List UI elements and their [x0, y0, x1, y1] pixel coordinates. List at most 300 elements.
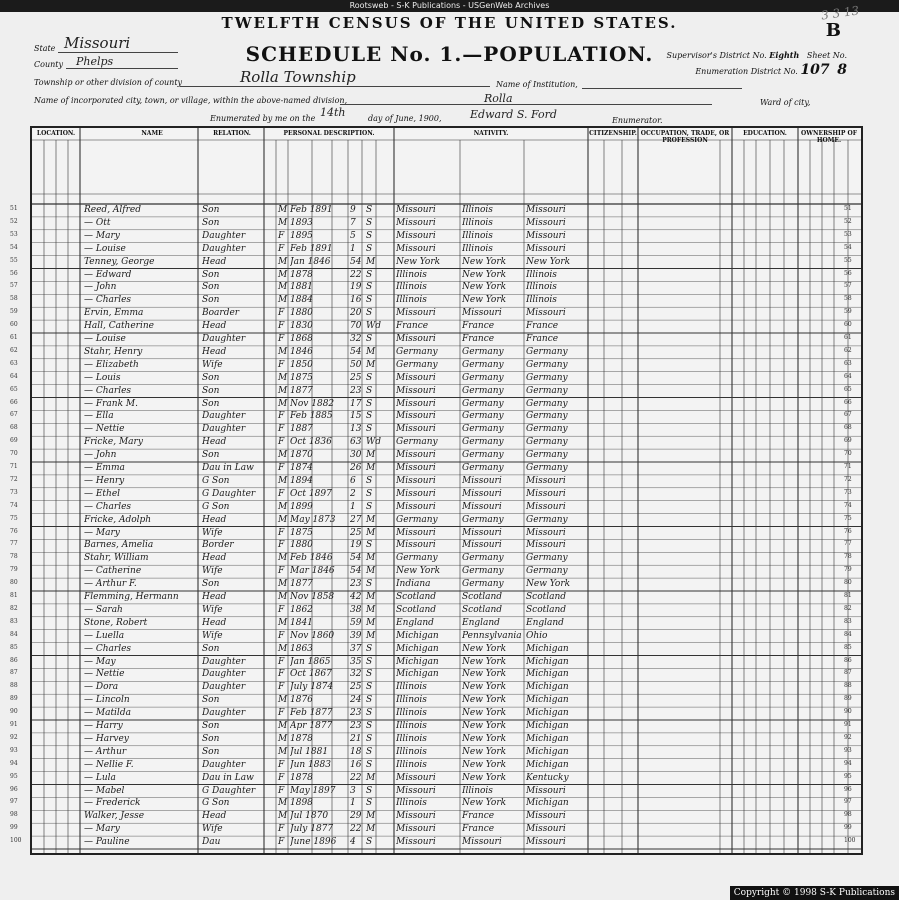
row-72-mpob: Missouri — [526, 475, 566, 486]
row-51-pob: Missouri — [396, 205, 436, 215]
row-63-rel: Wife — [202, 359, 223, 370]
row-91-name: — Harry — [84, 721, 123, 731]
row-70-pob: Missouri — [396, 450, 436, 461]
row-60-n: 60 — [10, 321, 18, 329]
row-60-name: Hall, Catherine — [84, 321, 154, 332]
row-62-name: Stahr, Henry — [84, 346, 143, 357]
row-75-pob: Germany — [396, 514, 438, 525]
row-73-cond: S — [366, 488, 373, 499]
row-58-n: 58 — [844, 295, 852, 303]
row-89-mpob: Michigan — [526, 695, 569, 706]
census-title: TWELFTH CENSUS OF THE UNITED STATES. — [221, 14, 678, 32]
row-92-age: 21 — [350, 733, 362, 744]
row-59-n: 59 — [10, 308, 18, 316]
row-61-birth: 1868 — [290, 334, 313, 344]
row-54-n: 54 — [10, 243, 18, 251]
incorporated-value: Rolla — [484, 92, 513, 105]
row-86-rel: Daughter — [202, 656, 246, 667]
row-61-age: 32 — [350, 334, 362, 344]
row-55-fpob: New York — [462, 256, 507, 267]
row-89-pob: Illinois — [396, 695, 427, 706]
row-74-n: 74 — [10, 501, 18, 509]
row-55-age: 54 — [350, 256, 362, 267]
row-99-cond: M — [366, 824, 376, 835]
row-59-fpob: Missouri — [462, 308, 502, 319]
row-70-mpob: Germany — [526, 450, 568, 461]
row-68-birth: 1887 — [290, 424, 313, 435]
row-53-name: — Mary — [84, 230, 120, 241]
row-56-n: 56 — [10, 269, 18, 277]
section-name: NAME — [141, 130, 163, 137]
row-72-rel: G Son — [202, 475, 230, 486]
county-value: Phelps — [76, 55, 114, 68]
row-83-rel: Head — [202, 617, 227, 628]
row-65-sex: M — [278, 385, 288, 396]
row-85-birth: 1863 — [290, 643, 313, 654]
row-98-fpob: France — [462, 811, 495, 822]
row-70-name: — John — [84, 450, 117, 461]
row-84-n: 84 — [844, 630, 852, 638]
row-94-fpob: New York — [462, 759, 507, 770]
row-57-n: 57 — [844, 282, 852, 290]
row-99-n: 99 — [10, 824, 18, 832]
row-87-sex: F — [278, 669, 285, 680]
enumeration-value: 107 — [800, 62, 830, 78]
row-79-birth: Mar 1846 — [290, 566, 335, 577]
row-75-mpob: Germany — [526, 514, 568, 525]
row-98-sex: M — [278, 811, 288, 822]
row-59-name: Ervin, Emma — [84, 308, 144, 319]
row-57-name: — John — [84, 282, 117, 293]
row-97-cond: S — [366, 798, 373, 809]
section-nativity: NATIVITY. — [473, 130, 509, 137]
copyright-notice: Copyright © 1998 S-K Publications — [730, 886, 899, 900]
row-71-n: 71 — [844, 463, 852, 470]
row-87-cond: S — [366, 669, 373, 680]
row-74-cond: S — [366, 501, 373, 512]
row-78-birth: Feb 1846 — [290, 553, 333, 564]
row-75-birth: May 1873 — [290, 514, 336, 525]
row-98-birth: Jul 1870 — [290, 811, 329, 822]
row-74-pob: Missouri — [396, 501, 436, 512]
row-73-name: — Ethel — [84, 488, 121, 499]
row-100-fpob: Missouri — [462, 837, 502, 848]
row-73-fpob: Missouri — [462, 488, 502, 499]
row-60-age: 70 — [350, 321, 362, 332]
row-86-cond: S — [366, 656, 373, 667]
row-52-mpob: Missouri — [526, 217, 566, 228]
row-95-cond: M — [366, 772, 376, 783]
row-77-rel: Border — [202, 540, 234, 551]
row-56-sex: M — [278, 269, 288, 280]
row-85-mpob: Michigan — [526, 643, 569, 654]
row-96-fpob: Illinois — [462, 785, 493, 796]
row-62-cond: M — [366, 346, 376, 357]
row-85-n: 85 — [10, 643, 18, 651]
row-85-sex: M — [278, 643, 288, 654]
row-79-rel: Wife — [202, 566, 223, 577]
row-67-cond: S — [366, 411, 373, 422]
row-67-n: 67 — [10, 411, 18, 419]
row-100-rel: Dau — [202, 837, 221, 848]
row-83-name: Stone, Robert — [84, 617, 148, 628]
row-78-n: 78 — [10, 553, 18, 561]
row-74-birth: 1899 — [290, 501, 313, 512]
row-52-birth: 1893 — [290, 217, 313, 228]
row-88-rel: Daughter — [202, 682, 246, 693]
row-59-cond: S — [366, 308, 373, 319]
row-81-name: Flemming, Hermann — [84, 592, 179, 602]
row-61-sex: F — [278, 334, 285, 344]
row-82-cond: M — [366, 604, 376, 615]
row-86-n: 86 — [844, 656, 852, 664]
row-68-rel: Daughter — [202, 424, 246, 435]
row-98-rel: Head — [202, 811, 227, 822]
row-72-birth: 1894 — [290, 475, 313, 486]
row-90-n: 90 — [844, 708, 852, 716]
row-81-birth: Nov 1858 — [290, 592, 335, 602]
row-67-sex: F — [278, 411, 285, 422]
row-93-rel: Son — [202, 746, 220, 757]
row-94-n: 94 — [844, 759, 852, 767]
row-84-birth: Nov 1860 — [290, 630, 335, 641]
row-64-rel: Son — [202, 372, 220, 383]
row-86-name: — May — [84, 656, 116, 667]
row-55-n: 55 — [10, 256, 18, 264]
row-67-fpob: Germany — [462, 411, 504, 422]
row-51-age: 9 — [350, 205, 356, 215]
row-62-age: 54 — [350, 346, 362, 357]
row-84-rel: Wife — [202, 630, 223, 641]
row-72-pob: Missouri — [396, 475, 436, 486]
row-77-birth: 1880 — [290, 540, 313, 551]
row-78-name: Stahr, William — [84, 553, 149, 564]
row-73-age: 2 — [350, 488, 356, 499]
row-91-rel: Son — [202, 721, 220, 731]
row-65-cond: S — [366, 385, 373, 396]
row-55-birth: Jan 1846 — [290, 256, 331, 267]
row-93-mpob: Michigan — [526, 746, 569, 757]
row-93-name: — Arthur — [84, 746, 127, 757]
row-51-n: 51 — [844, 205, 852, 212]
row-81-cond: M — [366, 592, 376, 602]
row-61-mpob: France — [526, 334, 559, 344]
row-83-pob: England — [396, 617, 434, 628]
row-52-name: — Ott — [84, 217, 111, 228]
row-75-n: 75 — [844, 514, 852, 522]
corner-stamp: 3 3 13 — [820, 3, 860, 23]
row-96-age: 3 — [350, 785, 356, 796]
row-91-fpob: New York — [462, 721, 507, 731]
row-89-fpob: New York — [462, 695, 507, 706]
row-69-mpob: Germany — [526, 437, 568, 448]
row-73-sex: F — [278, 488, 285, 499]
row-91-age: 23 — [350, 721, 362, 731]
row-68-n: 68 — [10, 424, 18, 432]
row-76-pob: Missouri — [396, 527, 436, 538]
row-57-cond: S — [366, 282, 373, 293]
row-55-rel: Head — [202, 256, 227, 267]
row-61-n: 61 — [10, 334, 18, 341]
row-93-cond: S — [366, 746, 373, 757]
row-53-n: 53 — [844, 230, 852, 238]
row-92-rel: Son — [202, 733, 220, 744]
row-72-age: 6 — [350, 475, 356, 486]
row-92-birth: 1878 — [290, 733, 313, 744]
row-54-fpob: Illinois — [462, 243, 493, 254]
row-81-rel: Head — [202, 592, 227, 602]
row-76-mpob: Missouri — [526, 527, 566, 538]
row-65-rel: Son — [202, 385, 220, 396]
row-80-sex: M — [278, 579, 288, 590]
row-56-birth: 1878 — [290, 269, 313, 280]
row-64-name: — Louis — [84, 372, 121, 383]
row-96-mpob: Missouri — [526, 785, 566, 796]
row-58-pob: Illinois — [396, 295, 427, 306]
row-55-mpob: New York — [526, 256, 571, 267]
row-82-name: — Sarah — [84, 604, 123, 615]
row-70-rel: Son — [202, 450, 220, 461]
row-57-fpob: New York — [462, 282, 507, 293]
row-88-name: — Dora — [84, 682, 119, 693]
row-60-sex: F — [278, 321, 285, 332]
row-73-birth: Oct 1897 — [290, 488, 332, 499]
row-69-n: 69 — [844, 437, 852, 445]
row-63-n: 63 — [844, 359, 852, 367]
row-75-rel: Head — [202, 514, 227, 525]
row-95-n: 95 — [10, 772, 18, 780]
row-81-fpob: Scotland — [462, 592, 503, 602]
row-63-mpob: Germany — [526, 359, 568, 370]
row-54-rel: Daughter — [202, 243, 246, 254]
row-71-rel: Dau in Law — [202, 463, 254, 473]
row-88-mpob: Michigan — [526, 682, 569, 693]
row-80-n: 80 — [10, 579, 18, 587]
row-58-age: 16 — [350, 295, 362, 306]
row-95-birth: 1878 — [290, 772, 313, 783]
row-76-age: 25 — [350, 527, 362, 538]
row-55-n: 55 — [844, 256, 852, 264]
row-52-pob: Missouri — [396, 217, 436, 228]
row-78-mpob: Germany — [526, 553, 568, 564]
row-56-rel: Son — [202, 269, 220, 280]
row-85-pob: Michigan — [396, 643, 439, 654]
row-83-fpob: England — [462, 617, 500, 628]
row-64-fpob: Germany — [462, 372, 504, 383]
row-63-fpob: Germany — [462, 359, 504, 370]
row-53-cond: S — [366, 230, 373, 241]
row-86-birth: Jan 1865 — [290, 656, 331, 667]
row-60-n: 60 — [844, 321, 852, 329]
row-94-sex: F — [278, 759, 285, 770]
row-82-mpob: Scotland — [526, 604, 567, 615]
county-label: County — [34, 60, 63, 69]
row-79-sex: F — [278, 566, 285, 577]
sheet-label: Sheet No. — [806, 51, 847, 60]
row-88-n: 88 — [844, 682, 852, 690]
row-63-birth: 1850 — [290, 359, 313, 370]
row-78-age: 54 — [350, 553, 362, 564]
row-100-age: 4 — [350, 837, 356, 848]
row-62-fpob: Germany — [462, 346, 504, 357]
row-97-fpob: New York — [462, 798, 507, 809]
row-66-rel: Son — [202, 398, 220, 409]
row-82-n: 82 — [10, 604, 18, 612]
row-99-n: 99 — [844, 824, 852, 832]
row-60-pob: France — [396, 321, 429, 332]
row-56-fpob: New York — [462, 269, 507, 280]
row-85-name: — Charles — [84, 643, 132, 654]
row-68-mpob: Germany — [526, 424, 568, 435]
row-53-rel: Daughter — [202, 230, 246, 241]
row-98-mpob: Missouri — [526, 811, 566, 822]
row-93-n: 93 — [844, 746, 852, 754]
row-89-rel: Son — [202, 695, 220, 706]
row-97-birth: 1898 — [290, 798, 313, 809]
row-55-pob: New York — [396, 256, 441, 267]
row-81-sex: M — [278, 592, 288, 602]
section-citizenship: CITIZENSHIP. — [589, 130, 637, 137]
row-64-mpob: Germany — [526, 372, 568, 383]
row-100-birth: June 1896 — [290, 837, 337, 848]
row-54-name: — Louise — [84, 243, 126, 254]
row-94-cond: S — [366, 759, 373, 770]
row-80-n: 80 — [844, 579, 852, 587]
row-59-birth: 1880 — [290, 308, 313, 319]
row-79-pob: New York — [396, 566, 441, 577]
row-53-birth: 1895 — [290, 230, 313, 241]
row-96-pob: Missouri — [396, 785, 436, 796]
row-78-pob: Germany — [396, 553, 438, 564]
row-88-fpob: New York — [462, 682, 507, 693]
state-label: State — [34, 44, 56, 53]
row-76-name: — Mary — [84, 527, 120, 538]
row-63-age: 50 — [350, 359, 362, 370]
row-100-n: 100 — [844, 837, 856, 845]
enumerator-value: Edward S. Ford — [470, 108, 557, 121]
row-64-sex: M — [278, 372, 288, 383]
row-60-fpob: France — [462, 321, 495, 332]
row-52-n: 52 — [10, 217, 18, 225]
row-92-mpob: Michigan — [526, 733, 569, 744]
row-89-birth: 1876 — [290, 695, 313, 706]
row-91-mpob: Michigan — [526, 721, 569, 731]
row-83-mpob: England — [526, 617, 564, 628]
row-65-name: — Charles — [84, 385, 132, 396]
row-75-n: 75 — [10, 514, 18, 522]
row-88-birth: July 1874 — [290, 682, 334, 693]
row-73-mpob: Missouri — [526, 488, 566, 499]
row-98-name: Walker, Jesse — [84, 811, 145, 822]
row-75-age: 27 — [350, 514, 362, 525]
row-77-name: Barnes, Amelia — [84, 540, 154, 551]
row-66-n: 66 — [844, 398, 852, 406]
row-76-cond: M — [366, 527, 376, 538]
row-75-sex: M — [278, 514, 288, 525]
row-92-n: 92 — [844, 733, 852, 741]
row-97-pob: Illinois — [396, 798, 427, 809]
row-75-fpob: Germany — [462, 514, 504, 525]
row-65-n: 65 — [844, 385, 852, 393]
row-97-n: 97 — [844, 798, 852, 806]
row-63-n: 63 — [10, 359, 18, 367]
row-81-n: 81 — [844, 592, 852, 599]
row-57-mpob: Illinois — [526, 282, 557, 293]
row-90-rel: Daughter — [202, 708, 246, 719]
row-82-pob: Scotland — [396, 604, 437, 615]
enumeration-label: Enumeration District No. — [695, 67, 798, 76]
row-67-birth: Feb 1885 — [290, 411, 333, 422]
row-87-n: 87 — [10, 669, 18, 677]
row-90-name: — Matilda — [84, 708, 131, 719]
row-71-birth: 1874 — [290, 463, 313, 473]
row-76-fpob: Missouri — [462, 527, 502, 538]
row-84-n: 84 — [10, 630, 18, 638]
row-70-age: 30 — [350, 450, 362, 461]
row-73-n: 73 — [844, 488, 852, 496]
row-53-sex: F — [278, 230, 285, 241]
row-68-n: 68 — [844, 424, 852, 432]
row-51-fpob: Illinois — [462, 205, 493, 215]
row-63-sex: F — [278, 359, 285, 370]
row-90-pob: Illinois — [396, 708, 427, 719]
row-66-birth: Nov 1882 — [290, 398, 335, 409]
row-52-fpob: Illinois — [462, 217, 493, 228]
row-61-name: — Louise — [84, 334, 126, 344]
schedule-title: SCHEDULE No. 1.—POPULATION. — [245, 42, 654, 66]
row-83-sex: M — [278, 617, 288, 628]
row-72-fpob: Missouri — [462, 475, 502, 486]
row-84-age: 39 — [350, 630, 362, 641]
row-66-age: 17 — [350, 398, 362, 409]
row-79-age: 54 — [350, 566, 362, 577]
row-62-n: 62 — [10, 346, 18, 354]
row-85-cond: S — [366, 643, 373, 654]
row-61-n: 61 — [844, 334, 852, 341]
row-88-age: 25 — [350, 682, 362, 693]
row-71-sex: F — [278, 463, 285, 473]
row-65-mpob: Germany — [526, 385, 568, 396]
row-80-birth: 1877 — [290, 579, 313, 590]
row-61-pob: Missouri — [396, 334, 436, 344]
row-89-n: 89 — [844, 695, 852, 703]
row-82-rel: Wife — [202, 604, 223, 615]
row-56-pob: Illinois — [396, 269, 427, 280]
row-87-n: 87 — [844, 669, 852, 677]
row-99-rel: Wife — [202, 824, 223, 835]
row-65-n: 65 — [10, 385, 18, 393]
row-74-age: 1 — [350, 501, 356, 512]
row-69-sex: F — [278, 437, 285, 448]
row-82-age: 38 — [350, 604, 362, 615]
row-69-fpob: Germany — [462, 437, 504, 448]
sheet-value: 8 — [837, 62, 847, 78]
row-67-mpob: Germany — [526, 411, 568, 422]
row-70-fpob: Germany — [462, 450, 504, 461]
row-54-cond: S — [366, 243, 373, 254]
census-table — [10, 126, 863, 855]
row-57-n: 57 — [10, 282, 18, 290]
row-92-pob: Illinois — [396, 733, 427, 744]
row-98-age: 29 — [350, 811, 362, 822]
row-60-cond: Wd — [366, 321, 382, 332]
row-52-sex: M — [278, 217, 288, 228]
row-92-name: — Harvey — [84, 733, 129, 744]
row-56-age: 22 — [350, 269, 362, 280]
row-58-cond: S — [366, 295, 373, 306]
row-95-age: 22 — [350, 772, 362, 783]
row-68-pob: Missouri — [396, 424, 436, 435]
